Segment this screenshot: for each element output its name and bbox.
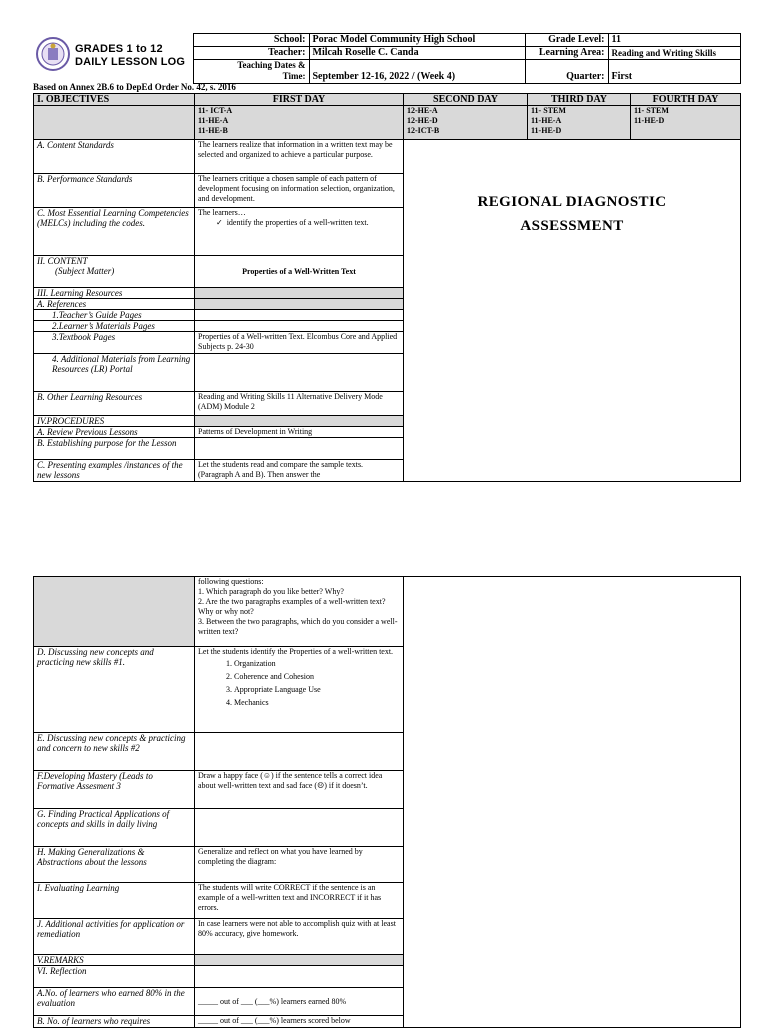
- deped-seal-icon: [36, 37, 70, 71]
- col-fourth-day: FOURTH DAY: [631, 94, 741, 106]
- lesson-log-table-page1: [33, 93, 741, 482]
- questions-label: [34, 577, 195, 647]
- col-first-day: FIRST DAY: [195, 94, 404, 106]
- learners-80-value: _____ out of ___ (___%) learners earned 80%: [195, 988, 404, 1016]
- deped-order-basis: Based on Annex 2B.6 to DepEd Order No. 42, s. 2016: [33, 82, 236, 92]
- area-label: Learning Area:: [525, 47, 608, 60]
- review-label: A. Review Previous Lessons: [34, 427, 195, 438]
- content-value: Properties of a Well-Written Text: [195, 256, 404, 288]
- performance-standards-label: B. Performance Standards: [34, 174, 195, 208]
- additional-materials-label: 4. Additional Materials from Learning Resources (LR) Portal: [34, 354, 195, 392]
- presenting-value: Let the students read and compare the sample texts. (Paragraph A and B). Then answer the: [195, 460, 404, 482]
- header-table: [33, 33, 741, 84]
- additional-materials-value: [195, 354, 404, 392]
- day1-sections: 11- ICT-A 11-HE-A 11-HE-B: [195, 106, 404, 140]
- evaluating-value: The students will write CORRECT if the sentence is an example of a well-written text and INCORRECT if it has errors.: [195, 883, 404, 919]
- grade-value: 11: [608, 34, 740, 47]
- practical-applications-label: G. Finding Practical Applications of concepts and skills in daily living: [34, 809, 195, 847]
- school-value: Porac Model Community High School: [309, 34, 525, 47]
- remarks-value: [195, 955, 404, 966]
- logo-cell: [33, 34, 193, 84]
- other-resources-value: Reading and Writing Skills 11 Alternative Delivery Mode (ADM) Module 2: [195, 392, 404, 416]
- col-objectives: I. OBJECTIVES: [34, 94, 195, 106]
- presenting-label: C. Presenting examples /instances of the new lessons: [34, 460, 195, 482]
- questions-value: following questions: 1. Which paragraph do you like better? Why? 2. Are the two paragraphs examples of a well-written text? Why or why not? 3. Between the two paragraphs, which do you consider a well-written text?: [195, 577, 404, 647]
- learning-resources-label: III. Learning Resources: [34, 288, 195, 299]
- content-label: II. CONTENT (Subject Matter): [34, 256, 195, 288]
- diagnostic-line1: REGIONAL DIAGNOSTIC: [477, 194, 667, 210]
- content-standards-value: The learners realize that information in a written text may be selected and organized to achieve a particular purpose.: [195, 140, 404, 174]
- day4-sections: 11- STEM 11-HE-D: [631, 106, 741, 140]
- reflection-label: VI. Reflection: [34, 966, 195, 988]
- col-third-day: THIRD DAY: [528, 94, 631, 106]
- other-resources-label: B. Other Learning Resources: [34, 392, 195, 416]
- additional-activities-label: J. Additional activities for application or remediation: [34, 919, 195, 955]
- purpose-value: [195, 438, 404, 460]
- lm-pages-label: 2.Learner’s Materials Pages: [34, 321, 195, 332]
- properties-list: 1. Organization 2. Coherence and Cohesion 3. Appropriate Language Use 4. Mechanics: [198, 657, 400, 709]
- objectives-blank: [34, 106, 195, 140]
- generalizations-value: Generalize and reflect on what you have learned by completing the diagram:: [195, 847, 404, 883]
- page2-days-cell: [404, 577, 741, 1028]
- quarter-value: First: [608, 60, 740, 84]
- learners-remediation-label: B. No. of learners who requires: [34, 1016, 195, 1028]
- dates-value: September 12-16, 2022 / (Week 4): [309, 60, 525, 84]
- developing-mastery-label: F.Developing Mastery (Leads to Formative Assesment 3: [34, 771, 195, 809]
- diagnostic-cell: [404, 140, 741, 482]
- grade-label: Grade Level:: [525, 34, 608, 47]
- procedures-label: IV.PROCEDURES: [34, 416, 195, 427]
- performance-standards-value: The learners critique a chosen sample of each pattern of development focusing on information selection, organization, and development.: [195, 174, 404, 208]
- textbook-pages-label: 3.Textbook Pages: [34, 332, 195, 354]
- textbook-pages-value: Properties of a Well-written Text. Elcombus Core and Applied Subjects p. 24-30: [195, 332, 404, 354]
- practical-applications-value: [195, 809, 404, 847]
- discussing-2-label: E. Discussing new concepts & practicing and concern to new skills #2: [34, 733, 195, 771]
- reflection-value: [195, 966, 404, 988]
- teacher-label: Teacher:: [193, 47, 309, 60]
- teacher-value: Milcah Roselle C. Canda: [309, 47, 525, 60]
- lm-pages-value: [195, 321, 404, 332]
- tg-pages-value: [195, 310, 404, 321]
- procedures-value: [195, 416, 404, 427]
- review-value: Patterns of Development in Writing: [195, 427, 404, 438]
- col-second-day: SECOND DAY: [404, 94, 528, 106]
- quarter-label: Quarter:: [525, 60, 608, 84]
- area-value: Reading and Writing Skills: [608, 47, 740, 60]
- generalizations-label: H. Making Generalizations & Abstractions about the lessons: [34, 847, 195, 883]
- purpose-label: B. Establishing purpose for the Lesson: [34, 438, 195, 460]
- references-label: A. References: [34, 299, 195, 310]
- day2-sections: 12-HE-A 12-HE-D 12-ICT-B: [404, 106, 528, 140]
- form-title-line1: GRADES 1 to 12: [75, 42, 163, 55]
- discussing-1-value: Let the students identify the Properties of a well-written text. 1. Organization 2. Coherence and Cohesion 3. Appropriate Language Use 4. Mechanics: [195, 647, 404, 733]
- discussing-2-value: [195, 733, 404, 771]
- day3-sections: 11- STEM 11-HE-A 11-HE-D: [528, 106, 631, 140]
- discussing-1-label: D. Discussing new concepts and practicing new skills #1.: [34, 647, 195, 733]
- melcs-label: C. Most Essential Learning Competencies (MELCs) including the codes.: [34, 208, 195, 256]
- diagnostic-line2: ASSESSMENT: [520, 218, 624, 234]
- school-label: School:: [193, 34, 309, 47]
- lesson-log-table-page2: [33, 576, 741, 1028]
- references-value: [195, 299, 404, 310]
- evaluating-label: I. Evaluating Learning: [34, 883, 195, 919]
- additional-activities-value: In case learners were not able to accomplish quiz with at least 80% accuracy, give homework.: [195, 919, 404, 955]
- dates-label: Teaching Dates & Time:: [193, 60, 309, 84]
- remarks-label: V.REMARKS: [34, 955, 195, 966]
- checkmark-icon: ✓: [216, 218, 223, 227]
- tg-pages-label: 1.Teacher’s Guide Pages: [34, 310, 195, 321]
- melcs-value: The learners… ✓ identify the properties of a well-written text.: [195, 208, 404, 256]
- developing-mastery-value: Draw a happy face (☺) if the sentence tells a correct idea about well-written text and sad face (☹) if it doesn’t.: [195, 771, 404, 809]
- form-title-line2: DAILY LESSON LOG: [75, 55, 186, 68]
- learners-remediation-value: _____ out of ___ (___%) learners scored below: [195, 1016, 404, 1028]
- content-standards-label: A. Content Standards: [34, 140, 195, 174]
- learning-resources-value: [195, 288, 404, 299]
- learners-80-label: A.No. of learners who earned 80% in the evaluation: [34, 988, 195, 1016]
